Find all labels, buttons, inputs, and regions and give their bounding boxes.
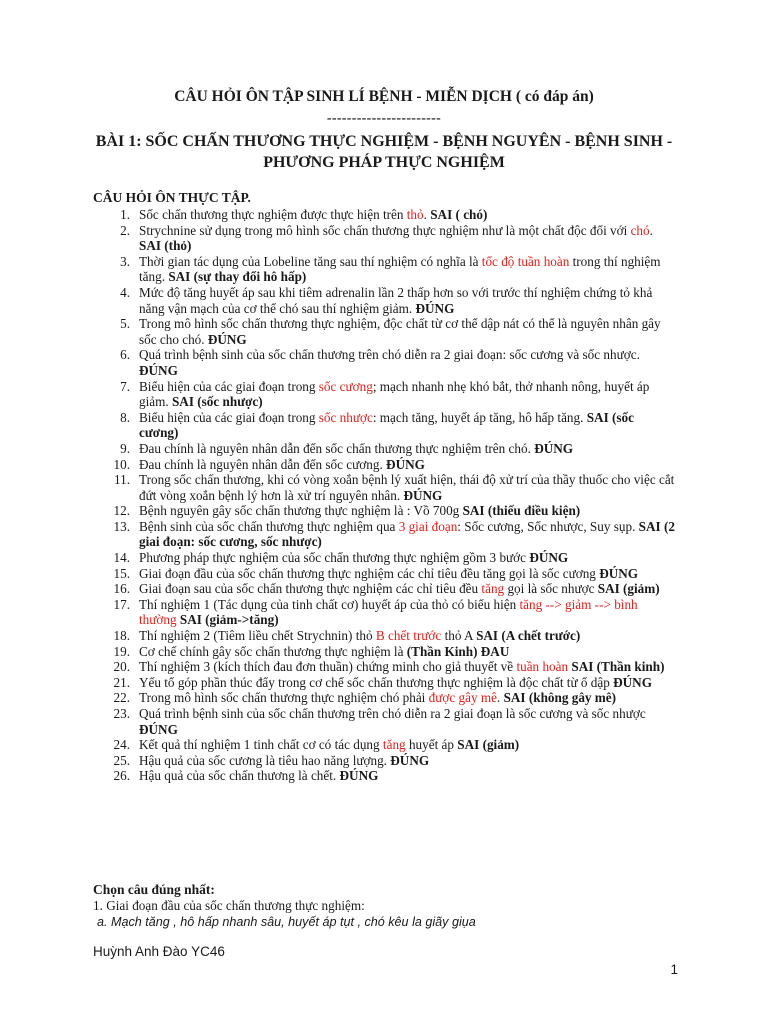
question-number: 24. (113, 737, 130, 753)
answer-text: ĐÚNG (139, 721, 178, 737)
question-text: Quá trình bệnh sinh của sốc chấn thương trên chó diễn ra 2 giai đoạn là sốc cương và sốc nhược (139, 706, 646, 721)
question-text: : Sốc cương, Sốc nhược, Suy sụp. (457, 518, 639, 534)
highlighted-term: chó (630, 222, 650, 238)
question-number: 10. (113, 456, 130, 472)
answer-text: SAI (sốc cương) (139, 409, 634, 441)
answer-text: ĐÚNG (599, 565, 639, 581)
question-text: Hậu quả của sốc chấn thương là chết. (139, 768, 340, 784)
multiple-choice-question: 1. Giai đoạn đầu của sốc chấn thương thực nghiệm: (93, 898, 365, 913)
question-list (0, 207, 768, 784)
question-item (0, 550, 768, 566)
question-item (0, 316, 768, 347)
answer-text: SAI (không gây mê) (503, 690, 617, 706)
question-item (0, 441, 768, 457)
question-text: Bệnh sinh của sốc chấn thương thực nghiệm qua (139, 518, 399, 534)
question-text: : mạch tăng, huyết áp tăng, hô hấp tăng. (372, 409, 587, 425)
highlighted-term: tuần hoàn (516, 659, 569, 675)
question-text: Biểu hiện của các giai đoạn trong (139, 409, 319, 425)
answer-text: SAI (giảm) (597, 581, 660, 597)
answer-text: ĐÚNG (529, 550, 569, 566)
question-item (0, 706, 768, 737)
answer-text: SAI (A chết trước) (476, 628, 581, 644)
answer-text: SAI (thỏ) (139, 238, 192, 254)
question-text: Sốc chấn thương thực nghiệm được thực hiện trên (139, 207, 407, 222)
multiple-choice-option-a: a. Mạch tăng , hô hấp nhanh sâu, huyết áp tụt , chó kêu la giãy giụa (97, 915, 476, 929)
question-item (0, 659, 768, 675)
highlighted-term: được gây mê (428, 690, 497, 706)
question-item (0, 207, 768, 223)
question-item (0, 628, 768, 644)
question-item (0, 675, 768, 691)
question-text: Thí nghiệm 3 (kích thích đau đơn thuần) chứng minh cho giả thuyết về (139, 659, 517, 675)
answer-text: ĐÚNG (613, 674, 652, 690)
section-heading: CÂU HỎI ÔN THỰC TẬP. (93, 190, 251, 205)
question-text: Giai đoạn sau của sốc chấn thương thực nghiệm các chỉ tiêu đều (139, 581, 482, 597)
title-separator: ----------------------- (326, 111, 442, 126)
highlighted-term: tăng --> giảm --> bình thường (139, 596, 638, 628)
question-number: 11. (114, 472, 130, 488)
question-number: 22. (113, 690, 130, 706)
highlighted-term: thỏ (406, 207, 424, 222)
page-number: 1 (670, 962, 678, 977)
question-item (0, 753, 768, 769)
answer-text: SAI (thiếu điều kiện) (462, 503, 581, 519)
question-number: 16. (113, 581, 130, 597)
question-item (0, 410, 768, 441)
question-text: . (649, 222, 653, 238)
highlighted-term: tăng (382, 737, 406, 753)
question-number: 12. (113, 503, 130, 519)
question-text: Quá trình bệnh sinh của sốc chấn thương trên chó diễn ra 2 giai đoạn: sốc cương và sốc nhược. (139, 347, 640, 363)
highlighted-term: sốc cương (318, 378, 373, 394)
question-number: 19. (113, 643, 130, 659)
footer-author: Huỳnh Anh Đào YC46 (93, 944, 225, 959)
question-text: ; mạch nhanh nhẹ khó bắt, thở nhanh nông, huyết áp giảm. (139, 378, 650, 410)
highlighted-term: B chết trước (375, 628, 442, 644)
question-text: . (496, 690, 504, 706)
question-text: Thí nghiệm 2 (Tiêm liều chết Strychnin) thỏ (139, 628, 376, 644)
answer-text: ĐÚNG (207, 331, 247, 347)
question-number: 15. (113, 565, 130, 581)
question-text: trong thí nghiệm tăng. (139, 253, 661, 285)
multiple-choice-heading: Chọn câu đúng nhất: (93, 882, 215, 897)
question-number: 7. (120, 378, 130, 394)
answer-text: ĐÚNG (390, 752, 430, 768)
question-text: Đau chính là nguyên nhân dẫn đến sốc chấn thương thực nghiệm trên chó. (139, 440, 535, 456)
question-number: 13. (113, 518, 130, 534)
question-item (0, 519, 768, 550)
answer-text: SAI (giảm) (457, 737, 520, 753)
question-text: . (423, 207, 431, 222)
question-text: Trong mô hình sốc chấn thương thực nghiệm, độc chất từ cơ thể dập nát có thể là nguyên nhân gây sốc cho chó. (139, 316, 661, 347)
lesson-title-line2: PHƯƠNG PHÁP THỰC NGHIỆM (263, 154, 505, 171)
document-title: CÂU HỎI ÔN TẬP SINH LÍ BỆNH - MIỄN DỊCH ( có đáp án) (174, 88, 594, 105)
highlighted-term: tốc độ tuần hoàn (481, 253, 570, 269)
answer-text: (Thần Kinh) ĐAU (406, 643, 510, 659)
question-text: Bệnh nguyên gây sốc chấn thương thực nghiệm là : Vồ 700g (139, 503, 463, 519)
question-text: Yếu tố góp phần thúc đẩy trong cơ chế sốc chấn thương thực nghiệm là độc chất từ ổ dập (139, 674, 614, 690)
question-item (0, 566, 768, 582)
question-text: Thời gian tác dụng của Lobeline tăng sau thí nghiệm có nghĩa là (139, 253, 482, 269)
answer-text: SAI (giảm->tăng) (179, 612, 279, 628)
question-item (0, 597, 768, 628)
question-text: huyết áp (405, 737, 458, 753)
question-text: Strychnine sử dụng trong mô hình sốc chấn thương thực nghiệm như là một chất độc đối với (139, 222, 631, 238)
question-text: Phương pháp thực nghiệm của sốc chấn thương thực nghiệm gồm 3 bước (139, 550, 530, 566)
answer-text: SAI ( chó) (430, 207, 488, 222)
answer-text: SAI (Thần kinh) (571, 659, 665, 675)
question-number: 26. (113, 768, 130, 784)
question-number: 18. (113, 628, 130, 644)
question-number: 21. (113, 674, 130, 690)
answer-text: ĐÚNG (139, 362, 178, 378)
question-text: Thí nghiệm 1 (Tác dụng của tinh chất cơ) huyết áp của thỏ có biểu hiện (139, 596, 520, 612)
question-item (0, 644, 768, 660)
question-text: Kết quả thí nghiệm 1 tinh chất cơ có tác dụng (139, 737, 383, 753)
question-text: Trong mô hình sốc chấn thương thực nghiệm chó phải (139, 690, 429, 706)
question-item (0, 768, 768, 784)
highlighted-term: sốc nhược (318, 409, 373, 425)
question-number: 25. (113, 752, 130, 768)
question-number: 2. (120, 222, 130, 238)
question-text: Biểu hiện của các giai đoạn trong (139, 378, 319, 394)
lesson-title-line1: BÀI 1: SỐC CHẤN THƯƠNG THỰC NGHIỆM - BỆNH NGUYÊN - BỆNH SINH - (95, 133, 673, 150)
question-number: 17. (113, 596, 130, 612)
highlighted-term: 3 giai đoạn (398, 518, 458, 534)
question-number: 4. (120, 284, 130, 300)
question-number: 23. (113, 706, 130, 721)
question-text: Giai đoạn đầu của sốc chấn thương thực nghiệm các chỉ tiêu đều tăng gọi là sốc cương (139, 565, 600, 581)
question-number: 6. (120, 347, 130, 363)
question-item (0, 457, 768, 473)
question-item (0, 347, 768, 378)
question-number: 9. (120, 440, 130, 456)
answer-text: SAI (2 giai đoạn: sốc cương, sốc nhược) (139, 518, 675, 550)
question-item (0, 379, 768, 410)
question-item (0, 472, 768, 503)
question-text: gọi là sốc nhược (504, 581, 598, 597)
question-item (0, 285, 768, 316)
question-text: Cơ chế chính gây sốc chấn thương thực nghiệm là (139, 643, 407, 659)
question-item (0, 581, 768, 597)
question-text: Trong sốc chấn thương, khi có vòng xoắn bệnh lý xuất hiện, thái độ xử trí của thầy thuốc cho việc cắt đứt vòng xoắn bệnh lý hơn là xử trí nguyên nhân. (139, 472, 675, 503)
answer-text: SAI (sốc nhược) (171, 394, 263, 410)
question-number: 5. (120, 316, 130, 332)
answer-text: SAI (sự thay đổi hô hấp) (168, 269, 307, 285)
question-item (0, 690, 768, 706)
answer-text: ĐÚNG (386, 456, 425, 472)
question-text: thỏ A (441, 628, 477, 644)
question-item (0, 223, 768, 254)
question-text: Đau chính là nguyên nhân dẫn đến sốc cương. (139, 456, 387, 472)
highlighted-term: tăng (481, 581, 505, 597)
question-text: Mức độ tăng huyết áp sau khi tiêm adrenalin lần 2 thấp hơn so với trước thí nghiệm chứng tỏ khả năng vận mạch của cơ thể chó sau thí nghiệm giảm. (139, 284, 653, 316)
question-number: 3. (120, 253, 130, 269)
question-number: 20. (113, 659, 130, 675)
question-number: 8. (120, 409, 130, 425)
answer-text: ĐÚNG (339, 768, 379, 784)
question-item (0, 503, 768, 519)
question-item (0, 737, 768, 753)
answer-text: ĐÚNG (415, 300, 455, 316)
answer-text: ĐÚNG (403, 487, 443, 503)
question-number: 14. (113, 550, 130, 566)
question-number: 1. (120, 207, 130, 222)
answer-text: ĐÚNG (534, 440, 574, 456)
question-item (0, 254, 768, 285)
question-text: Hậu quả của sốc cương là tiêu hao năng lượng. (139, 752, 391, 768)
